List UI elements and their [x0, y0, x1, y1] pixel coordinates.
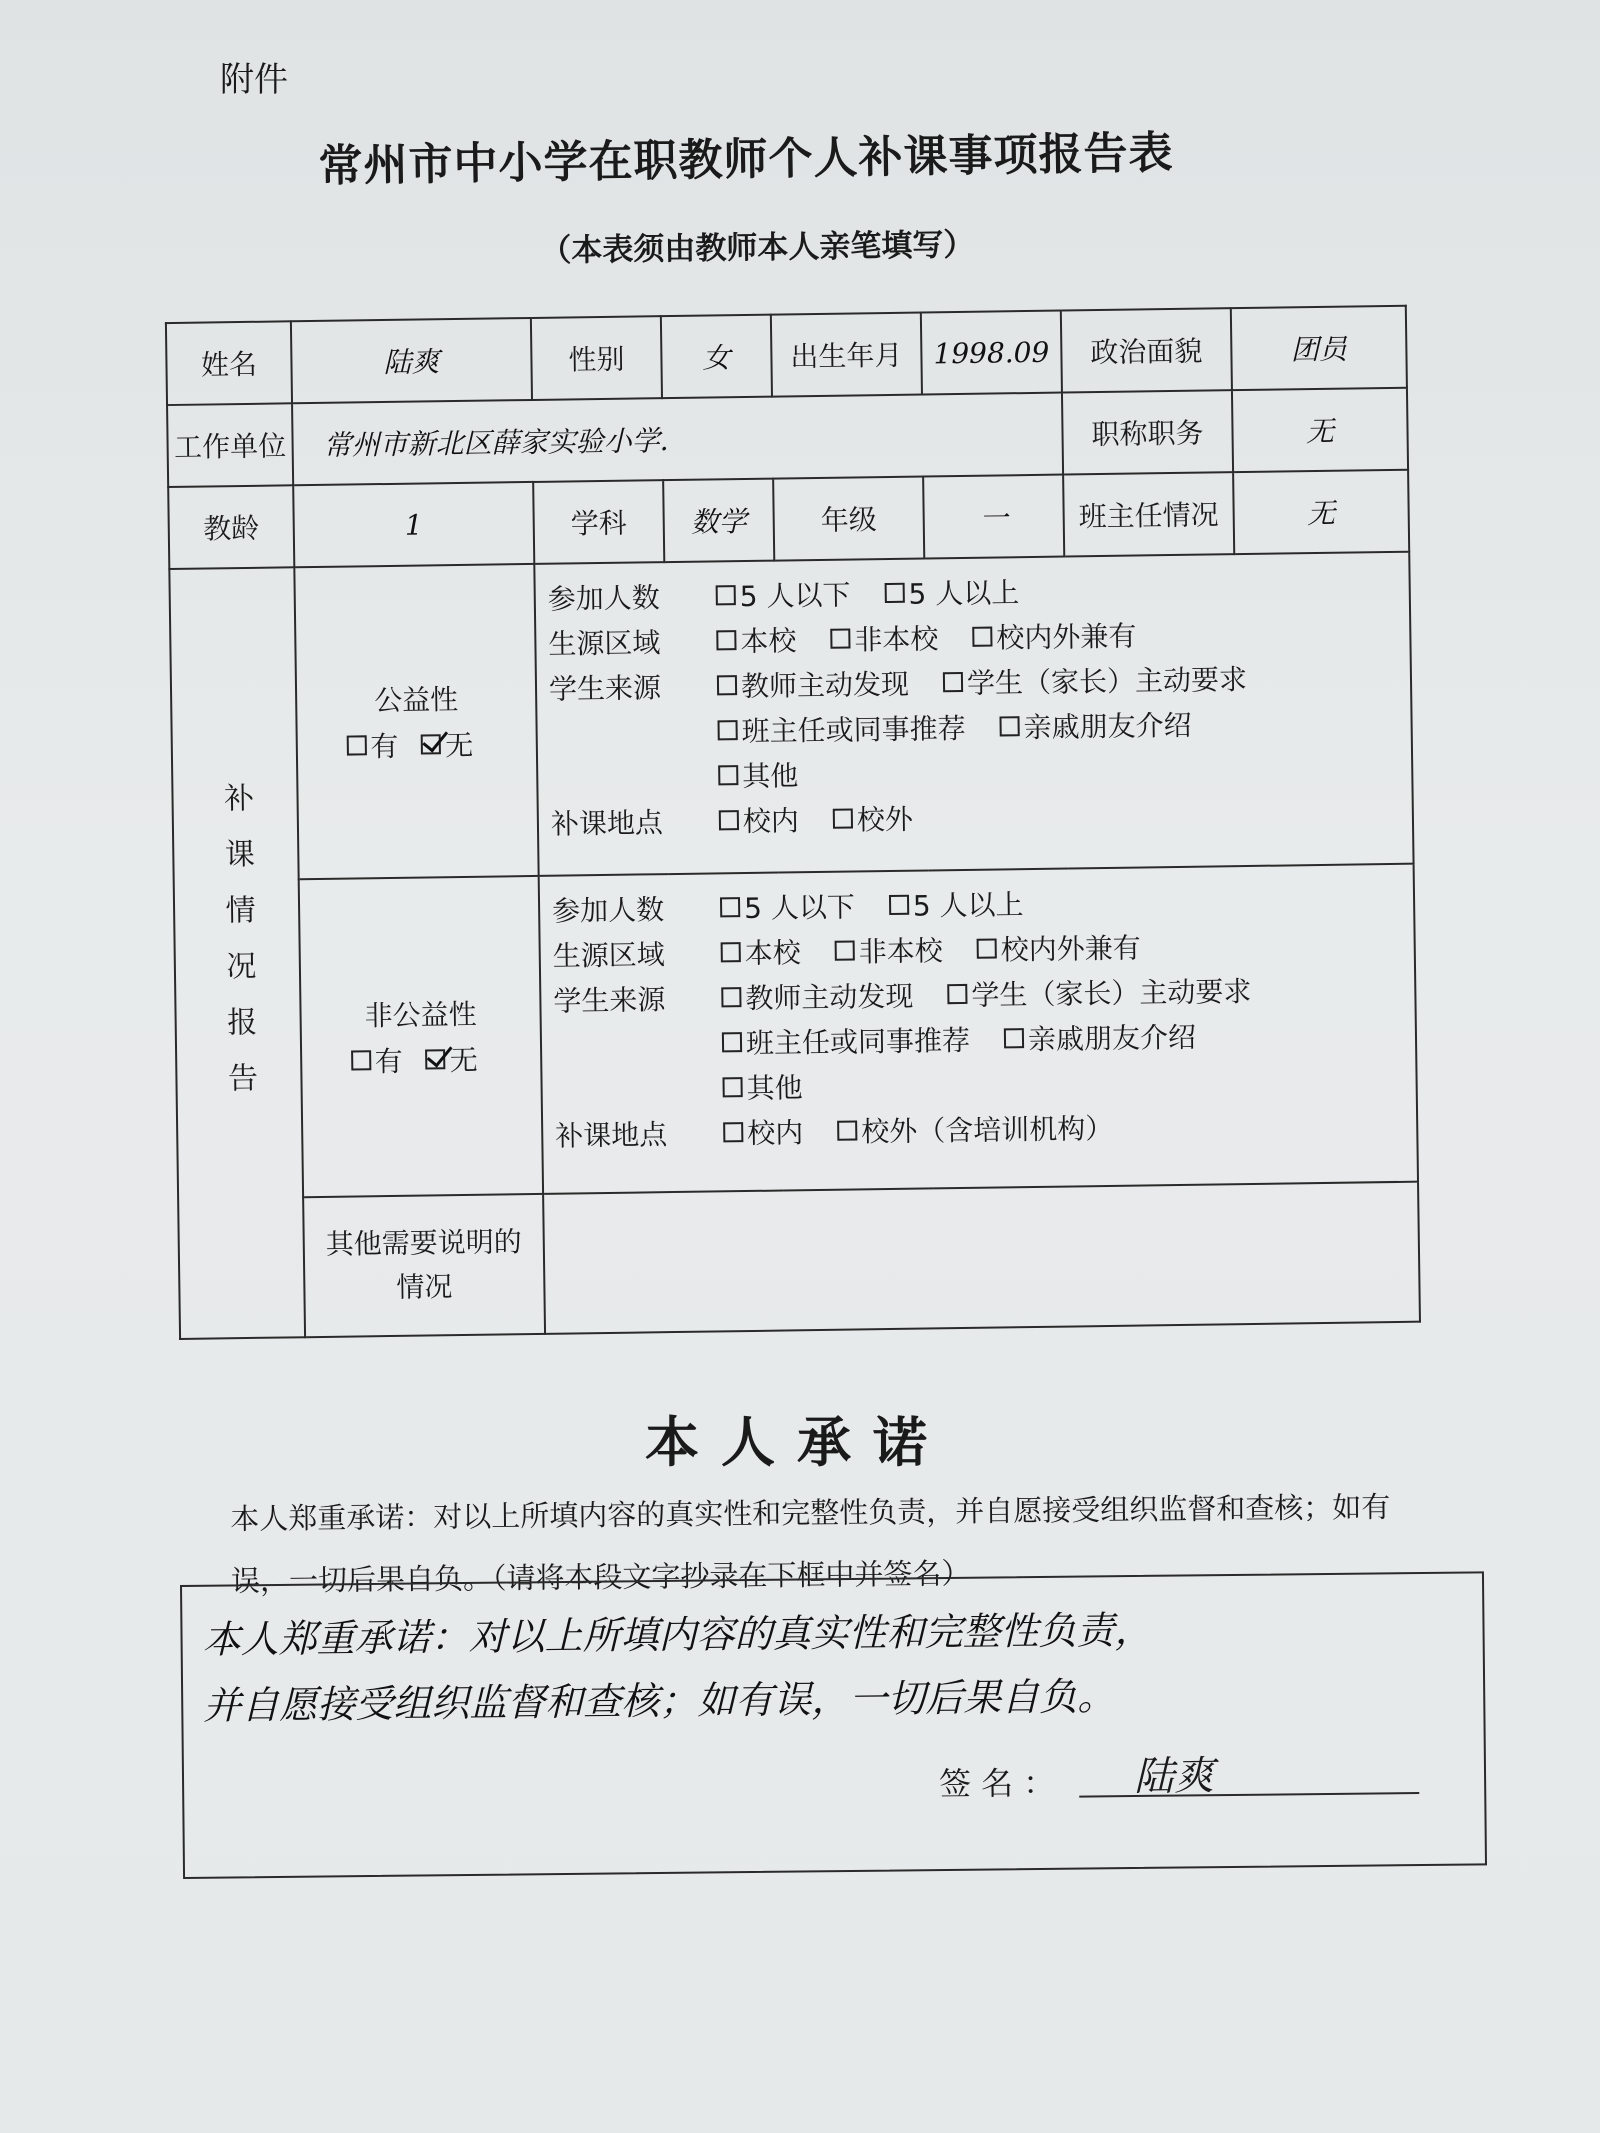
non-public-yes-label: 有 [374, 1044, 404, 1079]
option-label: 校外 [856, 802, 914, 836]
non-public-participants-label: 参加人数 [551, 892, 665, 928]
non-public-welfare-options [539, 864, 1418, 1194]
option-label: 本校 [744, 935, 801, 970]
non-public-source-teacher-checkbox[interactable] [721, 987, 741, 1007]
public-source-other-checkbox[interactable] [718, 765, 738, 785]
public-source-teacher-checkbox[interactable] [717, 675, 737, 695]
non-public-area-both-checkbox[interactable] [977, 938, 997, 958]
public-participants-under5-checkbox[interactable] [716, 585, 736, 605]
pledge-copy-line: 并自愿接受组织监督和查核；如有误，一切后果自负。 [203, 1674, 1116, 1728]
birth-value: 1998.09 [921, 311, 1062, 395]
title-duty-value: 无 [1232, 388, 1408, 472]
non-public-area-own-school-checkbox[interactable] [721, 942, 741, 962]
teaching-years-label: 教龄 [168, 485, 294, 569]
option-label: 5 人以下 [739, 578, 851, 613]
attachment-label: 附件 [220, 60, 288, 100]
public-area-both-checkbox[interactable] [972, 626, 992, 646]
public-location-inside-checkbox[interactable] [719, 810, 739, 830]
political-value: 团员 [1231, 306, 1407, 390]
non-public-no-label: 无 [449, 1043, 478, 1078]
work-unit-label: 工作单位 [167, 403, 293, 487]
form-title: 常州市中小学在职教师个人补课事项报告表 [318, 127, 1174, 192]
option-label: 非本校 [858, 933, 943, 968]
signature-value: 陆爽 [1133, 1753, 1215, 1801]
option-label: 校外（含培训机构） [861, 1111, 1114, 1148]
non-public-yes-checkbox[interactable] [351, 1050, 371, 1070]
non-public-participants-under5-checkbox[interactable] [720, 897, 740, 917]
non-public-participants-over5-checkbox[interactable] [889, 894, 909, 914]
public-yes-label: 有 [370, 729, 399, 764]
option-label: 班主任或同事推荐 [741, 711, 966, 748]
non-public-area-label: 生源区域 [552, 937, 666, 973]
option-label: 亲戚朋友介绍 [1027, 1020, 1197, 1056]
option-label: 教师主动发现 [740, 667, 910, 703]
non-public-source-parent-checkbox[interactable] [947, 983, 967, 1003]
pledge-title: 本人承诺 [645, 1411, 949, 1474]
option-label: 教师主动发现 [745, 979, 914, 1015]
option-label: 校内外兼有 [996, 619, 1137, 654]
title-duty-label: 职称职务 [1062, 390, 1233, 474]
form-subtitle: （本表须由教师本人亲笔填写） [540, 226, 975, 269]
birth-label: 出生年月 [771, 313, 922, 397]
non-public-source-label: 学生来源 [553, 982, 666, 1018]
public-location-label: 补课地点 [550, 805, 664, 841]
option-label: 校内 [742, 803, 800, 838]
pledge-handwritten-copy [202, 1594, 1443, 1739]
political-label: 政治面貌 [1061, 308, 1232, 392]
non-public-welfare-cell [299, 876, 543, 1197]
public-participants-over5-checkbox[interactable] [884, 582, 904, 602]
option-label: 其他 [742, 758, 799, 793]
public-yes-checkbox[interactable] [346, 735, 366, 755]
public-no-checkbox[interactable] [421, 734, 441, 754]
public-participants-label: 参加人数 [547, 580, 661, 616]
pledge-copy-box[interactable] [180, 1571, 1487, 1879]
gender-value: 女 [661, 315, 772, 399]
grade-label: 年级 [773, 476, 924, 560]
public-welfare-options [534, 552, 1413, 876]
public-source-colleague-checkbox[interactable] [717, 720, 737, 740]
option-label: 校内 [747, 1115, 804, 1150]
grade-value: 一 [923, 475, 1064, 559]
option-label: 5 人以下 [743, 889, 856, 925]
non-public-no-checkbox[interactable] [426, 1049, 446, 1069]
option-label: 亲戚朋友介绍 [1023, 708, 1192, 744]
public-source-parent-checkbox[interactable] [943, 671, 963, 691]
other-label [303, 1194, 545, 1337]
non-public-location-inside-checkbox[interactable] [723, 1122, 743, 1142]
option-label: 5 人以上 [912, 887, 1024, 923]
gender-label: 性别 [531, 316, 662, 400]
non-public-welfare-label: 非公益性 [364, 997, 477, 1033]
name-value: 陆爽 [291, 318, 532, 403]
other-label-text: 其他需要说明的情况 [325, 1225, 522, 1304]
option-label: 学生（家长）主动要求 [966, 662, 1248, 700]
public-area-other-school-checkbox[interactable] [830, 628, 850, 648]
non-public-source-other-checkbox[interactable] [722, 1077, 742, 1097]
public-no-label: 无 [445, 728, 474, 763]
subject-label: 学科 [533, 480, 664, 564]
public-area-label: 生源区域 [548, 625, 661, 661]
option-label: 班主任或同事推荐 [745, 1023, 971, 1060]
pledge-text: 本人郑重承诺：对以上所填内容的真实性和完整性负责，并自愿接受组织监督和查核；如有误，一切后果自负。（请将本段文字抄录在下框中并签名） [230, 1489, 1391, 1598]
public-source-label: 学生来源 [548, 670, 662, 706]
head-teacher-value: 无 [1233, 470, 1409, 554]
non-public-source-colleague-checkbox[interactable] [722, 1032, 742, 1052]
signature-line [1079, 1792, 1419, 1798]
pledge-copy-line: 本人郑重承诺：对以上所填内容的真实性和完整性负责， [202, 1607, 1153, 1662]
public-area-own-school-checkbox[interactable] [716, 630, 736, 650]
public-welfare-cell [294, 564, 538, 879]
public-source-relative-checkbox[interactable] [999, 716, 1019, 736]
option-label: 学生（家长）主动要求 [971, 974, 1252, 1012]
public-welfare-label: 公益性 [373, 683, 459, 718]
non-public-source-relative-checkbox[interactable] [1004, 1028, 1024, 1048]
work-unit-value: 常州市新北区薛家实验小学. [292, 393, 1063, 486]
teaching-years-value: 1 [293, 482, 534, 567]
signature-label: 签名： [938, 1763, 1066, 1804]
name-label: 姓名 [166, 321, 292, 405]
option-label: 其他 [746, 1070, 803, 1105]
section-label: 补课情况报告 [217, 781, 258, 1118]
non-public-location-label: 补课地点 [555, 1117, 668, 1153]
option-label: 非本校 [854, 621, 939, 656]
non-public-area-other-school-checkbox[interactable] [835, 940, 855, 960]
option-label: 本校 [740, 623, 797, 658]
non-public-location-outside-checkbox[interactable] [837, 1120, 857, 1140]
report-table [165, 305, 1421, 1340]
other-value[interactable] [543, 1182, 1420, 1334]
section-label-cell [169, 567, 305, 1339]
option-label: 5 人以上 [908, 575, 1020, 611]
public-location-outside-checkbox[interactable] [833, 808, 853, 828]
subject-value: 数学 [663, 479, 774, 563]
head-teacher-label: 班主任情况 [1063, 472, 1234, 556]
option-label: 校内外兼有 [1000, 931, 1141, 966]
